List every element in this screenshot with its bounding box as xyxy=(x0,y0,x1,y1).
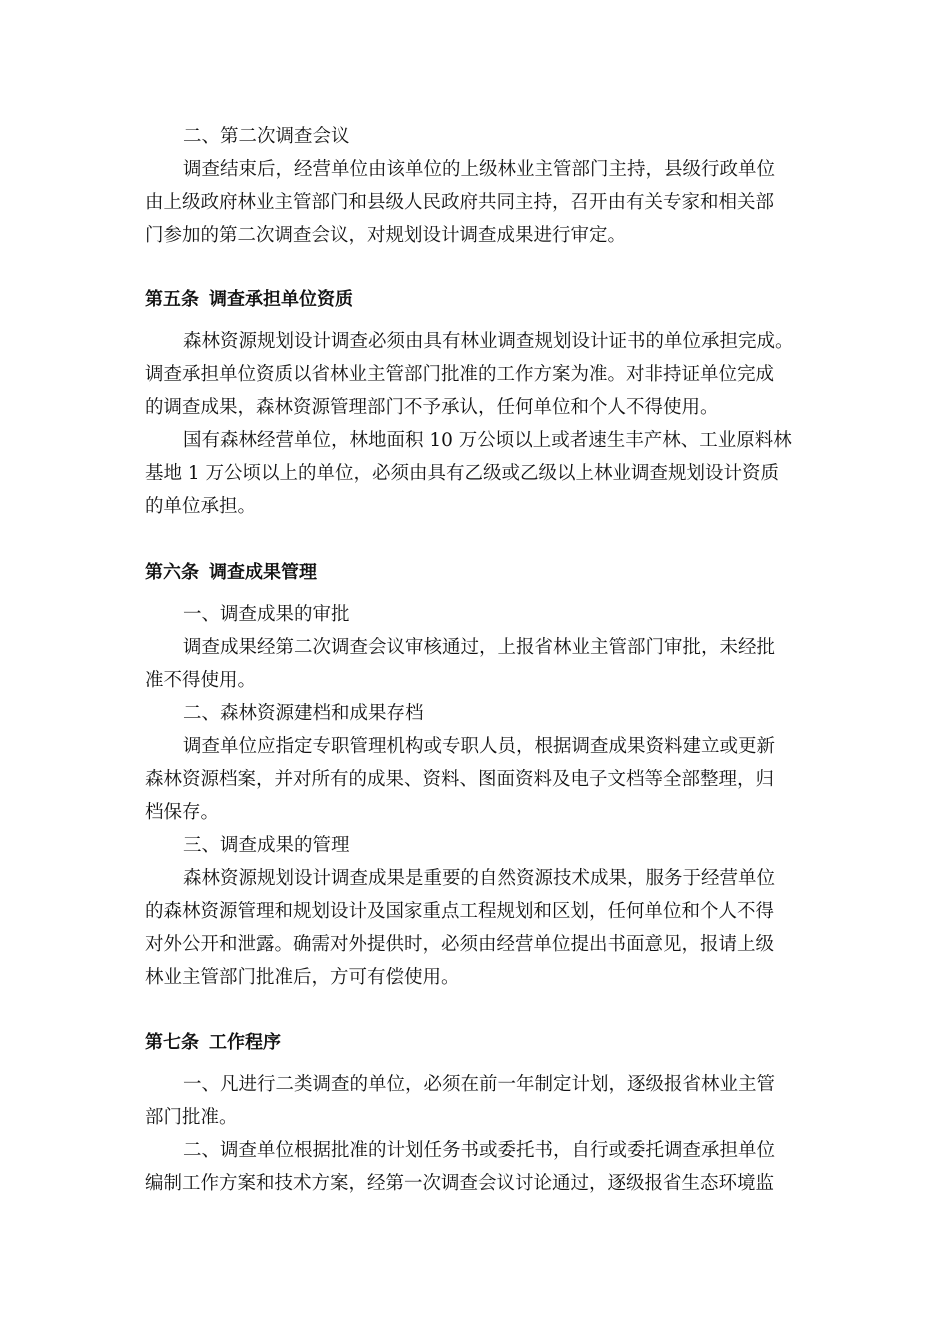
paragraph-line: 门参加的第二次调查会议，对规划设计调查成果进行审定。 xyxy=(145,225,627,246)
paragraph-line: 一、凡进行二类调查的单位，必须在前一年制定计划，逐级报省林业主管 xyxy=(183,1074,776,1095)
subheading: 三、调查成果的管理 xyxy=(183,835,350,856)
subheading: 二、第二次调查会议 xyxy=(183,126,350,147)
paragraph-line: 调查结束后，经营单位由该单位的上级林业主管部门主持，县级行政单位 xyxy=(183,159,776,180)
article-title: 调查成果管理 xyxy=(209,562,317,583)
paragraph-line: 对外公开和泄露。确需对外提供时，必须由经营单位提出书面意见，报请上级 xyxy=(145,934,775,955)
article-number: 第五条 xyxy=(145,289,199,310)
paragraph-line: 森林资源规划设计调查成果是重要的自然资源技术成果，服务于经营单位 xyxy=(183,868,776,889)
article-heading xyxy=(145,561,317,585)
paragraph-line: 国有森林经营单位，林地面积 10 万公顷以上或者速生丰产林、工业原料林 xyxy=(183,430,792,451)
paragraph-line: 调查单位应指定专职管理机构或专职人员，根据调查成果资料建立或更新 xyxy=(183,736,776,757)
subheading: 一、调查成果的审批 xyxy=(183,604,350,625)
article-number: 第七条 xyxy=(145,1032,199,1053)
paragraph-line: 的单位承担。 xyxy=(145,496,257,517)
paragraph-line: 森林资源档案，并对所有的成果、资料、图面资料及电子文档等全部整理，归 xyxy=(145,769,775,790)
article-title: 调查承担单位资质 xyxy=(209,289,353,310)
paragraph-line: 调查成果经第二次调查会议审核通过，上报省林业主管部门审批，未经批 xyxy=(183,637,776,658)
article-number: 第六条 xyxy=(145,562,199,583)
paragraph-line: 档保存。 xyxy=(145,802,220,823)
paragraph-line: 调查承担单位资质以省林业主管部门批准的工作方案为准。对非持证单位完成 xyxy=(145,364,775,385)
paragraph-line: 编制工作方案和技术方案，经第一次调查会议讨论通过，逐级报省生态环境监 xyxy=(145,1173,775,1194)
paragraph-line: 基地 1 万公顷以上的单位，必须由具有乙级或乙级以上林业调查规划设计资质 xyxy=(145,463,780,484)
paragraph-line: 由上级政府林业主管部门和县级人民政府共同主持，召开由有关专家和相关部 xyxy=(145,192,775,213)
paragraph-line: 部门批准。 xyxy=(145,1107,238,1128)
paragraph-line: 的调查成果，森林资源管理部门不予承认，任何单位和个人不得使用。 xyxy=(145,397,719,418)
paragraph-line: 林业主管部门批准后，方可有偿使用。 xyxy=(145,967,460,988)
article-heading xyxy=(145,1031,281,1055)
subheading: 二、森林资源建档和成果存档 xyxy=(183,703,424,724)
article-title: 工作程序 xyxy=(209,1032,281,1053)
paragraph-line: 二、调查单位根据批准的计划任务书或委托书，自行或委托调查承担单位 xyxy=(183,1140,776,1161)
paragraph-line: 森林资源规划设计调查必须由具有林业调查规划设计证书的单位承担完成。 xyxy=(183,331,794,352)
article-heading xyxy=(145,288,353,312)
paragraph-line: 的森林资源管理和规划设计及国家重点工程规划和区划，任何单位和个人不得 xyxy=(145,901,775,922)
paragraph-line: 准不得使用。 xyxy=(145,670,257,691)
